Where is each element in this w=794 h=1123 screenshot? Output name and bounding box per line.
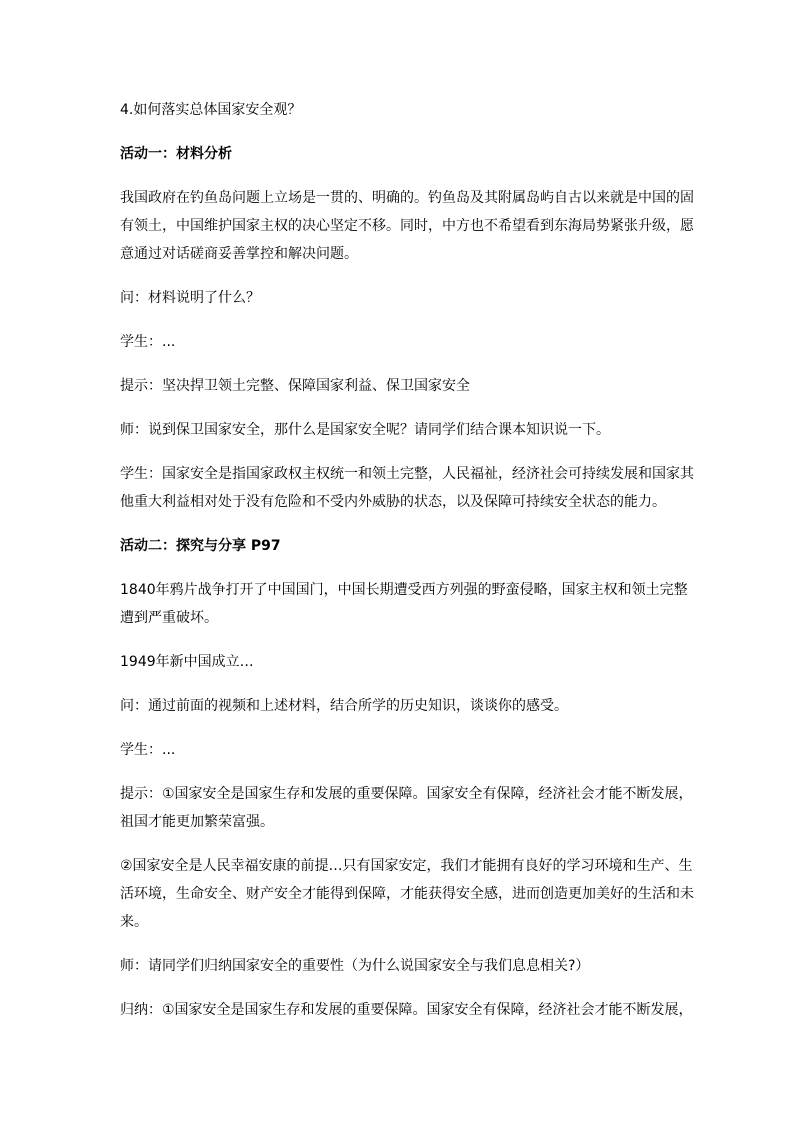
student-answer-line: 学生：... [120, 742, 176, 758]
hint-line: 提示：坚决捍卫领土完整、保障国家利益、保卫国家安全 [120, 378, 470, 394]
teacher-line: 师：说到保卫国家安全，那什么是国家安全呢？请同学们结合课本知识说一下。 [120, 422, 610, 438]
activity-one-heading: 活动一：材料分析 [120, 146, 232, 162]
activity-two-heading: 活动二：探究与分享 P97 [120, 538, 281, 554]
history-line: 1949年新中国成立… [120, 654, 254, 670]
question-line: 问：材料说明了什么？ [120, 290, 260, 306]
history-paragraph: 1840年鸦片战争打开了中国国门，中国长期遭受西方列强的野蛮侵略，国家主权和领土完整遭到严重破坏。 [120, 582, 688, 626]
question-line: 问：通过前面的视频和上述材料，结合所学的历史知识，谈谈你的感受。 [120, 698, 568, 714]
student-definition-paragraph: 学生：国家安全是指国家政权主权统一和领土完整，人民福祉，经济社会可持续发展和国家其他重大利益相对处于没有危险和不受内外威胁的状态，以及保障可持续安全状态的能力。 [120, 466, 694, 510]
question-heading: 4.如何落实总体国家安全观？ [120, 102, 302, 118]
student-answer-line: 学生：... [120, 334, 176, 350]
hint-paragraph: ②国家安全是人民幸福安康的前提…只有国家安定，我们才能拥有良好的学习环境和生产、生活环境，生命安全、财产安全才能得到保障，才能获得安全感，进而创造更加美好的生活和未来。 [120, 858, 694, 930]
summary-paragraph: 归纳：①国家安全是国家生存和发展的重要保障。国家安全有保障，经济社会才能不断发展， [120, 1002, 693, 1018]
document-body [120, 96, 695, 1024]
material-paragraph: 我国政府在钓鱼岛问题上立场是一贯的、明确的。钓鱼岛及其附属岛屿自古以来就是中国的固有领土，中国维护国家主权的决心坚定不移。同时，中方也不希望看到东海局势紧张升级，愿意通过对话磋商妥善掌控和解决问题。 [120, 190, 694, 262]
hint-paragraph: 提示：①国家安全是国家生存和发展的重要保障。国家安全有保障，经济社会才能不断发展，祖国才能更加繁荣富强。 [120, 786, 693, 830]
teacher-line: 师：请同学们归纳国家安全的重要性（为什么说国家安全与我们息息相关?） [120, 958, 590, 974]
